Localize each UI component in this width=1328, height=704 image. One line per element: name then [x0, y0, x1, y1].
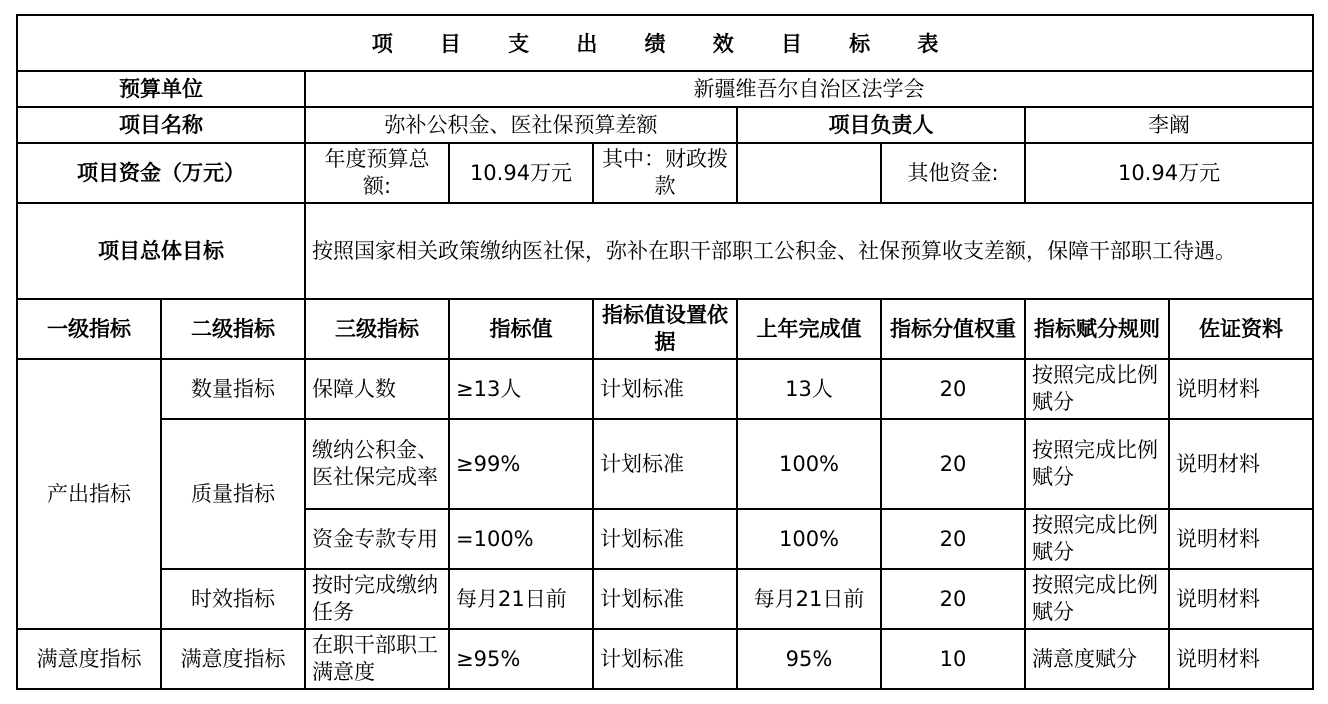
table-row	[17, 359, 1313, 419]
annual-total-label: 年度预算总额:	[305, 143, 449, 203]
header-level2: 二级指标	[161, 299, 305, 359]
funds-label: 项目资金（万元）	[17, 143, 305, 203]
cell-rule: 按照完成比例赋分	[1025, 569, 1169, 629]
goal-label: 项目总体目标	[17, 203, 305, 299]
project-name-label: 项目名称	[17, 107, 305, 143]
table-row	[17, 569, 1313, 629]
header-last-year: 上年完成值	[737, 299, 881, 359]
annual-total-value: 10.94万元	[449, 143, 593, 203]
cell-evidence: 说明材料	[1169, 419, 1313, 509]
group-quantity: 数量指标	[161, 359, 305, 419]
fiscal-label: 其中：财政拨款	[593, 143, 737, 203]
cell-basis: 计划标准	[593, 419, 737, 509]
cell-weight: 20	[881, 569, 1025, 629]
table-row	[17, 629, 1313, 689]
cell-third: 资金专款专用	[305, 509, 449, 569]
group-quality: 质量指标	[161, 419, 305, 569]
cell-weight: 10	[881, 629, 1025, 689]
cell-evidence: 说明材料	[1169, 359, 1313, 419]
header-rule: 指标赋分规则	[1025, 299, 1169, 359]
cell-evidence: 说明材料	[1169, 629, 1313, 689]
cell-evidence: 说明材料	[1169, 509, 1313, 569]
performance-table	[16, 14, 1314, 690]
group-output: 产出指标	[17, 359, 161, 629]
group-satisfaction-l1: 满意度指标	[17, 629, 161, 689]
cell-rule: 按照完成比例赋分	[1025, 359, 1169, 419]
cell-basis: 计划标准	[593, 569, 737, 629]
project-leader-value: 李阚	[1025, 107, 1313, 143]
cell-rule: 满意度赋分	[1025, 629, 1169, 689]
header-weight: 指标分值权重	[881, 299, 1025, 359]
cell-last: 100%	[737, 419, 881, 509]
header-evidence: 佐证资料	[1169, 299, 1313, 359]
cell-last: 每月21日前	[737, 569, 881, 629]
cell-last: 13人	[737, 359, 881, 419]
cell-third: 缴纳公积金、医社保完成率	[305, 419, 449, 509]
header-value: 指标值	[449, 299, 593, 359]
cell-value: ≥99%	[449, 419, 593, 509]
cell-value: ≥13人	[449, 359, 593, 419]
group-timeliness: 时效指标	[161, 569, 305, 629]
budget-unit-value: 新疆维吾尔自治区法学会	[305, 71, 1313, 107]
cell-value: ≥95%	[449, 629, 593, 689]
cell-basis: 计划标准	[593, 359, 737, 419]
project-leader-label: 项目负责人	[737, 107, 1025, 143]
cell-third: 在职干部职工满意度	[305, 629, 449, 689]
cell-value: =100%	[449, 509, 593, 569]
header-basis: 指标值设置依据	[593, 299, 737, 359]
header-level3: 三级指标	[305, 299, 449, 359]
cell-last: 95%	[737, 629, 881, 689]
budget-unit-label: 预算单位	[17, 71, 305, 107]
other-funds-label: 其他资金:	[881, 143, 1025, 203]
cell-basis: 计划标准	[593, 509, 737, 569]
cell-rule: 按照完成比例赋分	[1025, 419, 1169, 509]
fiscal-value	[737, 143, 881, 203]
cell-weight: 20	[881, 509, 1025, 569]
cell-last: 100%	[737, 509, 881, 569]
header-level1: 一级指标	[17, 299, 161, 359]
other-funds-value: 10.94万元	[1025, 143, 1313, 203]
cell-weight: 20	[881, 419, 1025, 509]
page-title: 项 目 支 出 绩 效 目 标 表	[17, 15, 1313, 71]
cell-basis: 计划标准	[593, 629, 737, 689]
cell-rule: 按照完成比例赋分	[1025, 509, 1169, 569]
cell-weight: 20	[881, 359, 1025, 419]
group-satisfaction-l2: 满意度指标	[161, 629, 305, 689]
header-row	[17, 299, 1313, 359]
cell-value: 每月21日前	[449, 569, 593, 629]
cell-third: 按时完成缴纳任务	[305, 569, 449, 629]
cell-third: 保障人数	[305, 359, 449, 419]
cell-evidence: 说明材料	[1169, 569, 1313, 629]
table-row	[17, 419, 1313, 509]
project-name-value: 弥补公积金、医社保预算差额	[305, 107, 737, 143]
goal-value: 按照国家相关政策缴纳医社保，弥补在职干部职工公积金、社保预算收支差额，保障干部职工待遇。	[305, 203, 1313, 299]
